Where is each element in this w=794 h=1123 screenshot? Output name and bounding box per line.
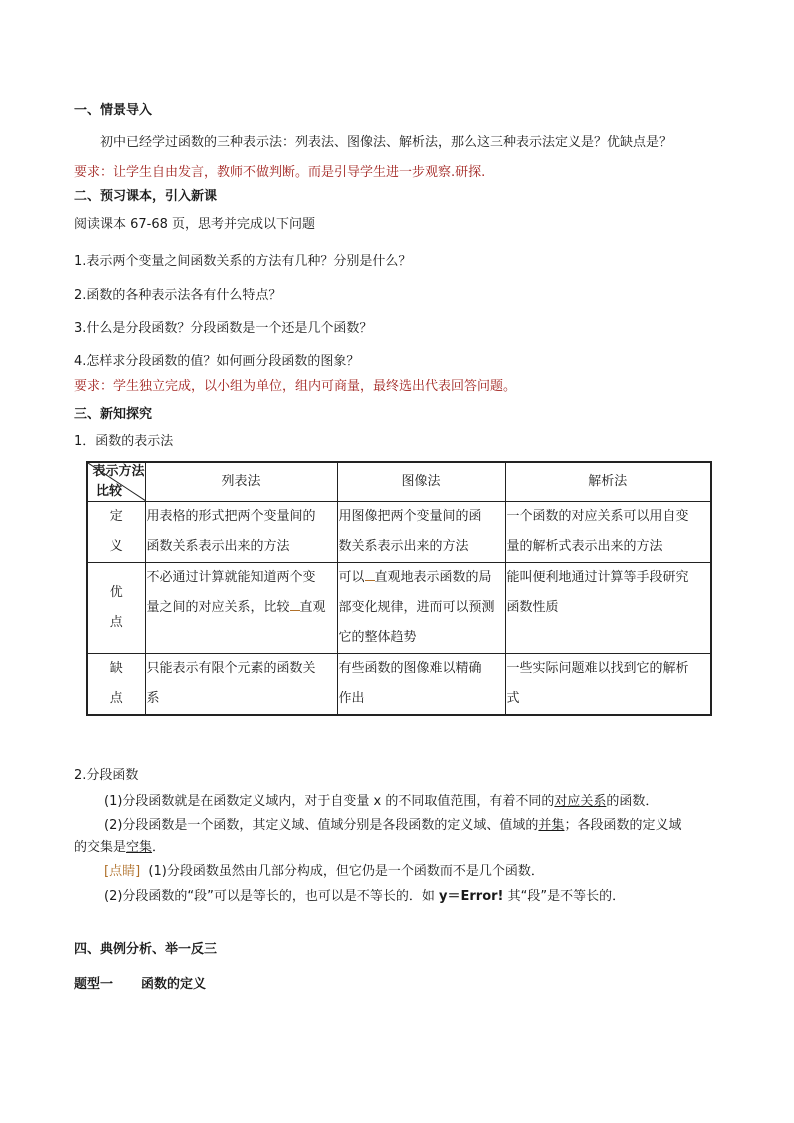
cell-advantages-list: 不必通过计算就能知道两个变 量之间的对应关系，比较 直观 xyxy=(145,563,337,654)
piecewise-point-2: (2)分段函数是一个函数，其定义域、值域分别是各段函数的定义域、值域的并集；各段函数的定义域 xyxy=(104,818,682,833)
piecewise-point-2-cont: 的交集是空集． xyxy=(74,840,166,855)
cell-advantages-graph: 可以 直观地表示函数的局 部变化规律，进而可以预测 它的整体趋势 xyxy=(337,563,505,654)
table-row-advantages xyxy=(87,563,711,654)
note-tag: [点睛] xyxy=(104,864,141,879)
table-corner-cell xyxy=(87,462,145,502)
section-4-title: 四、典例分析、举一反三 xyxy=(74,942,218,957)
corner-top-label: 表示方法 xyxy=(92,464,145,479)
table-header-row xyxy=(87,462,711,502)
section-1-requirement: 要求：让学生自由发言，教师不做判断。而是引导学生进一步观察.研探. xyxy=(74,165,486,180)
header-formula-method: 解析法 xyxy=(505,462,711,502)
row-label-definition: 定 义 xyxy=(87,502,145,563)
note-2: (2)分段函数的“段”可以是等长的，也可以是不等长的．如 y＝Error! 其“段”是不等长的． xyxy=(104,889,626,904)
cell-definition-list: 用表格的形式把两个变量间的 函数关系表示出来的方法 xyxy=(145,502,337,563)
cell-advantages-formula: 能叫便利地通过计算等手段研究 函数性质 xyxy=(505,563,711,654)
question-2: 2.函数的各种表示法各有什么特点？ xyxy=(74,288,282,303)
formula-error-text: y＝Error! xyxy=(439,889,504,904)
section-2-title: 二、预习课本，引入新课 xyxy=(74,189,218,204)
section-2-requirement: 要求：学生独立完成，以小组为单位，组内可商量，最终选出代表回答问题。 xyxy=(74,379,517,394)
header-graph-method: 图像法 xyxy=(337,462,505,502)
table-row-disadvantages xyxy=(87,654,711,716)
note-1: [点睛] (1)分段函数虽然由几部分构成，但它仍是一个函数而不是几个函数． xyxy=(104,864,544,879)
cell-disadvantages-list: 只能表示有限个元素的函数关 系 xyxy=(145,654,337,716)
section-2-intro: 阅读课本 67-68 页，思考并完成以下问题 xyxy=(74,217,316,232)
section-1-title: 一、情景导入 xyxy=(74,103,153,118)
subsection-2-title: 2.分段函数 xyxy=(74,768,139,783)
problem-type-label: 题型一 函数的定义 xyxy=(74,977,207,992)
representation-comparison-table xyxy=(86,461,712,716)
subsection-1-title: 1．函数的表示法 xyxy=(74,434,174,449)
piecewise-point-1: (1)分段函数就是在函数定义域内，对于自变量 x 的不同取值范围，有着不同的对应关系的函数． xyxy=(104,794,659,809)
section-3-title: 三、新知探究 xyxy=(74,407,153,422)
section-1-text: 初中已经学过函数的三种表示法：列表法、图像法、解析法，那么这三种表示法定义是？优缺点是？ xyxy=(100,135,673,150)
header-list-method: 列表法 xyxy=(145,462,337,502)
cell-definition-formula: 一个函数的对应关系可以用自变 量的解析式表示出来的方法 xyxy=(505,502,711,563)
table-row-definition xyxy=(87,502,711,563)
corner-bottom-label: 比较 xyxy=(96,484,123,499)
row-label-advantages: 优 点 xyxy=(87,563,145,654)
row-label-disadvantages: 缺 点 xyxy=(87,654,145,716)
question-4: 4.怎样求分段函数的值？如何画分段函数的图象？ xyxy=(74,354,360,369)
question-1: 1.表示两个变量之间函数关系的方法有几种？分别是什么？ xyxy=(74,254,412,269)
cell-disadvantages-graph: 有些函数的图像难以精确 作出 xyxy=(337,654,505,716)
cell-disadvantages-formula: 一些实际问题难以找到它的解析 式 xyxy=(505,654,711,716)
question-3: 3.什么是分段函数？分段函数是一个还是几个函数？ xyxy=(74,321,373,336)
cell-definition-graph: 用图像把两个变量间的函 数关系表示出来的方法 xyxy=(337,502,505,563)
